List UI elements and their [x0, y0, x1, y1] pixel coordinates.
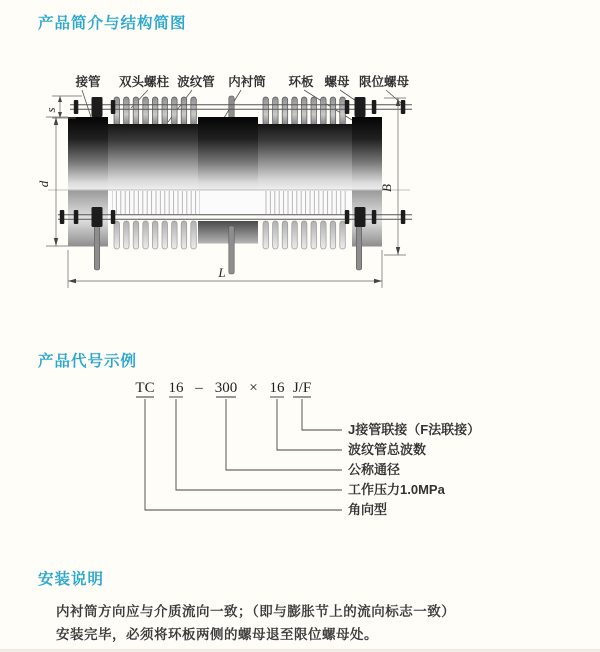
- callout-wave-count: 波纹管总波数: [348, 442, 427, 457]
- install-instruction-1: 内衬筒方向应与介质流向一致；（即与膨胀节上的流向标志一致）: [56, 604, 456, 619]
- left-pipe-end: [68, 117, 108, 190]
- dim-l: L: [218, 265, 226, 280]
- install-instruction-2: 安装完毕，必须将环板两侧的螺母退至限位螺母处。: [56, 627, 378, 642]
- code-seg-jf: J/F: [292, 380, 312, 396]
- callout-angular-type: 角向型: [348, 502, 388, 517]
- label-bellows: 波纹管: [177, 75, 215, 89]
- code-connectors: [145, 399, 342, 510]
- right-pipe-end: [352, 117, 382, 190]
- code-seg-dash: –: [195, 380, 203, 396]
- center-collar-lower: [198, 221, 258, 244]
- center-collar: [198, 117, 258, 190]
- top-tie-rod: [70, 97, 412, 117]
- code-seg-tc: TC: [135, 380, 155, 396]
- section-title-code: 产品代号示例: [38, 353, 138, 370]
- code-seg-16a: 16: [168, 380, 184, 396]
- label-nut: 螺母: [324, 75, 350, 89]
- structure-diagram: [30, 66, 450, 314]
- callout-nominal-diameter: 公称通径: [348, 462, 401, 477]
- label-connecting-pipe: 接管: [75, 75, 101, 89]
- code-seg-times: ×: [249, 380, 258, 396]
- label-inner-sleeve: 内衬筒: [228, 75, 266, 89]
- label-double-end-stud: 双头螺柱: [118, 75, 170, 89]
- code-seg-300: 300: [214, 380, 238, 396]
- lower-hatch-left: [112, 191, 200, 214]
- dim-b: B: [379, 184, 394, 192]
- label-limit-nut: 限位螺母: [358, 75, 410, 89]
- lower-hatch-right: [263, 191, 346, 214]
- callout-working-pressure: 工作压力1.0MPa: [348, 482, 445, 497]
- dim-d: d: [36, 180, 51, 188]
- section-title-intro: 产品简介与结构简图: [38, 15, 187, 32]
- code-seg-16b: 16: [269, 380, 285, 396]
- dim-s: s: [43, 107, 58, 113]
- dim-b-lines: [384, 98, 406, 255]
- label-ring-plate: 环板: [288, 75, 314, 89]
- product-code-diagram: [118, 374, 520, 530]
- callout-connection-type: J接管联接（F法联接）: [348, 422, 481, 437]
- section-title-install: 安装说明: [38, 571, 105, 588]
